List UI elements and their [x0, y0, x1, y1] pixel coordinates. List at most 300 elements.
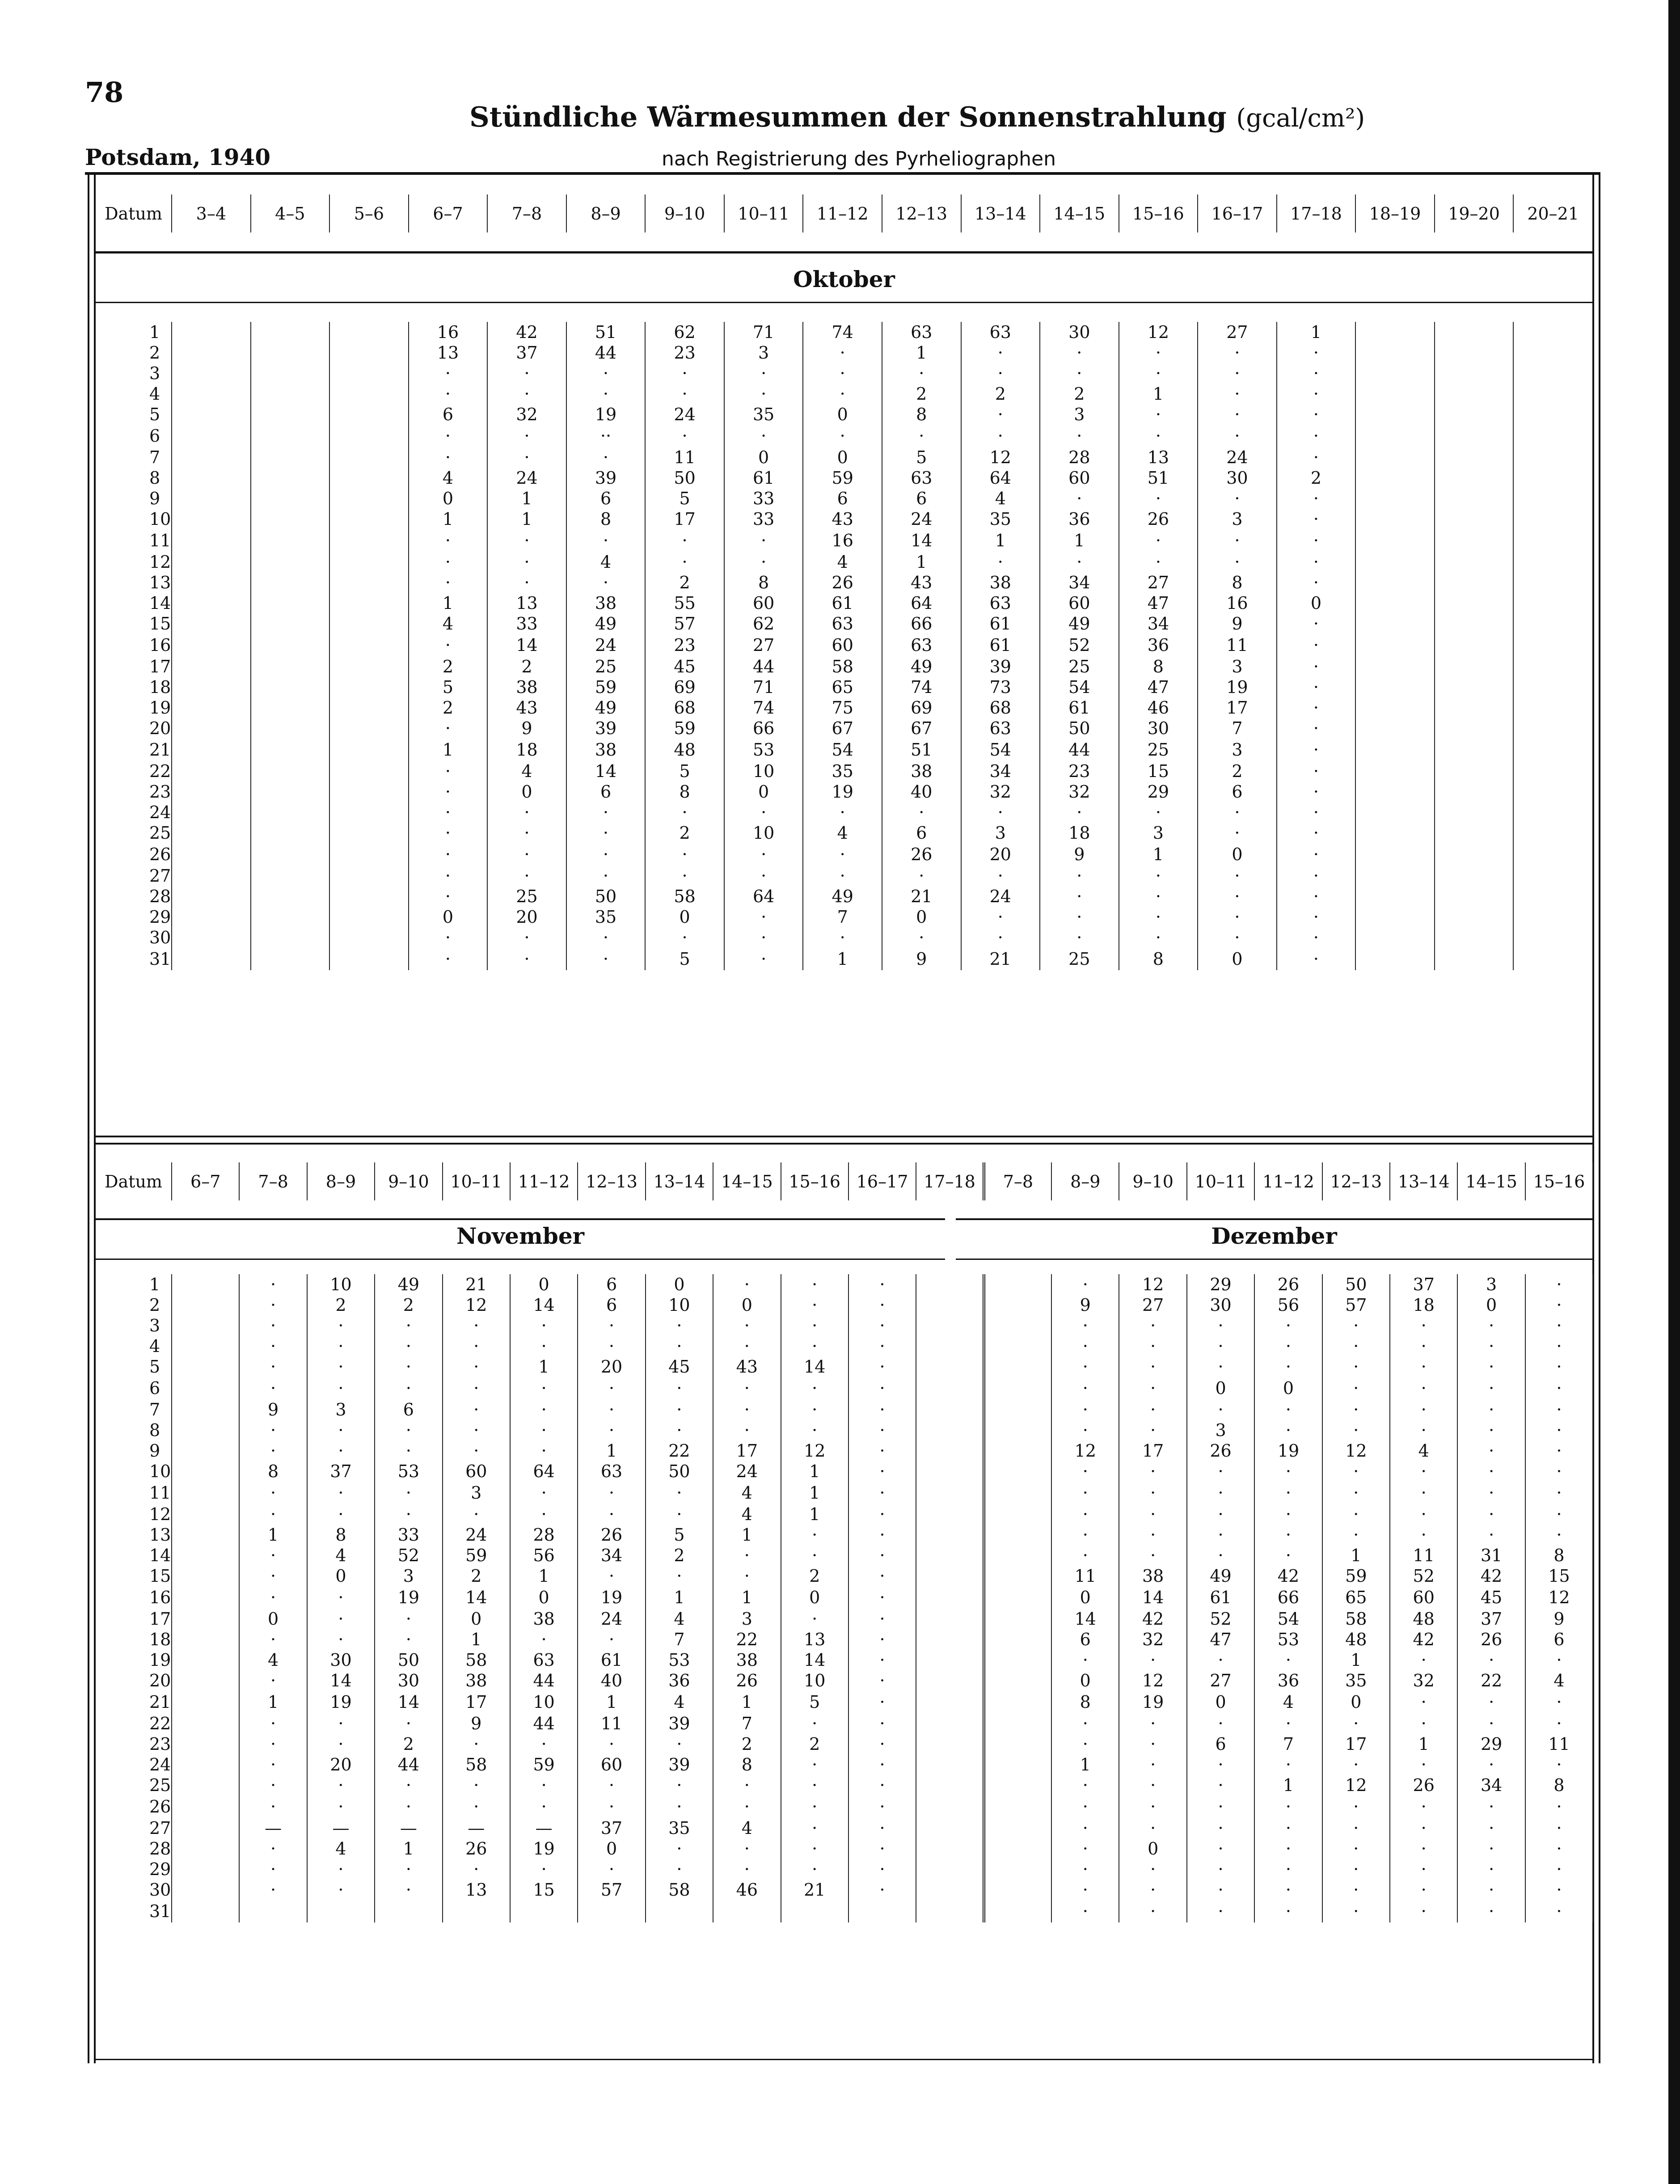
table-cell: 74 [803, 322, 882, 342]
table-cell: 2 [375, 1734, 442, 1754]
table-cell: 61 [961, 634, 1040, 656]
nov-month-label: November [456, 1223, 584, 1249]
oct-month-label: Oktober [793, 266, 895, 292]
nov_dec-header-datum: Datum [105, 1171, 162, 1191]
table-cell: 4 [566, 552, 646, 572]
table-cell: 12 [1119, 1670, 1186, 1691]
table-cell [329, 927, 409, 948]
table-cell: 0 [307, 1566, 375, 1586]
table-cell: 63 [510, 1650, 578, 1670]
table-cell: · [1457, 1356, 1525, 1377]
table-cell [646, 1900, 713, 1922]
table-cell: 10 [307, 1274, 375, 1295]
table-cell [1435, 593, 1514, 613]
oct-header-row [96, 194, 1592, 232]
table-cell: 35 [1322, 1670, 1390, 1691]
table-cell: · [375, 1315, 442, 1336]
table-cell: 51 [882, 739, 961, 761]
table-cell: 30 [1198, 468, 1277, 488]
table-cell: 8 [1525, 1545, 1593, 1566]
table-cell: · [848, 1336, 916, 1356]
table-cell: 1 [882, 342, 961, 363]
table-cell: 39 [566, 468, 646, 488]
table-cell [172, 823, 251, 843]
table-cell: · [1390, 1525, 1457, 1545]
row-date: 21 [149, 740, 171, 760]
table-cell: · [1277, 572, 1356, 593]
row-date: 16 [149, 635, 171, 655]
nov_dec-header-hour: 14–15 [1457, 1162, 1525, 1200]
table-cell: 63 [961, 322, 1040, 342]
table-cell: · [1525, 1900, 1593, 1922]
table-cell: 45 [645, 656, 724, 677]
table-cell: 38 [1119, 1566, 1186, 1586]
table-cell: · [645, 866, 724, 886]
nov_dec-header-hour: 15–16 [781, 1162, 848, 1200]
table-cell: 0 [882, 907, 961, 927]
table-cell [329, 322, 409, 342]
table-cell: 4 [713, 1818, 781, 1838]
row-date: 16 [149, 1588, 171, 1607]
table-cell: 9 [487, 718, 566, 739]
table-cell: · [1390, 1461, 1457, 1482]
table-cell: · [375, 1482, 442, 1504]
table-cell: 53 [1254, 1629, 1322, 1650]
row-date: 5 [149, 405, 160, 424]
table-cell: · [961, 404, 1040, 425]
table-cell: · [1040, 488, 1119, 509]
table-cell: 2 [1198, 761, 1277, 782]
table-cell: · [1187, 1795, 1254, 1818]
table-cell: · [409, 572, 488, 593]
table-cell: 3 [1198, 739, 1277, 761]
table-row [96, 697, 1592, 718]
table-cell: · [1040, 907, 1119, 927]
table-cell: 0 [443, 1609, 510, 1629]
oct-header-table [96, 194, 1592, 232]
table-cell: · [1040, 802, 1119, 823]
left-double-rule-1 [88, 172, 89, 2063]
table-cell [251, 656, 330, 677]
table-cell: · [1051, 1420, 1119, 1441]
table-cell: 26 [1187, 1441, 1254, 1461]
table-cell: 0 [409, 907, 488, 927]
table-cell: · [1390, 1315, 1457, 1336]
table-cell: · [1051, 1880, 1119, 1900]
table-cell: · [1390, 1713, 1457, 1734]
table-cell [172, 1399, 239, 1420]
table-cell: 39 [566, 718, 646, 739]
table-cell: · [1198, 384, 1277, 404]
table-cell: 39 [646, 1713, 713, 1734]
table-cell: 18 [1040, 823, 1119, 843]
table-cell: · [1277, 927, 1356, 948]
table-cell [251, 425, 330, 447]
table-cell: · [803, 363, 882, 384]
table-cell [1355, 718, 1435, 739]
table-cell: · [848, 1482, 916, 1504]
table-cell: 17 [713, 1441, 781, 1461]
table-cell [1435, 552, 1514, 572]
table-cell: 25 [1119, 739, 1198, 761]
table-cell [1513, 572, 1592, 593]
table-cell [984, 1586, 1051, 1609]
table-cell: 56 [1254, 1295, 1322, 1315]
table-cell: 60 [443, 1461, 510, 1482]
table-cell [172, 1691, 239, 1713]
table-cell: · [1390, 1900, 1457, 1922]
table-cell: · [713, 1838, 781, 1859]
table-cell: 25 [566, 656, 646, 677]
table-cell [1355, 593, 1435, 613]
table-cell: 4 [1390, 1441, 1457, 1461]
table-cell: · [375, 1880, 442, 1900]
table-cell: 26 [1119, 509, 1198, 529]
oct-data-table [96, 322, 1592, 970]
table-cell: 54 [1254, 1609, 1322, 1629]
table-cell [172, 1420, 239, 1441]
table-cell: 21 [781, 1880, 848, 1900]
table-cell [1513, 697, 1592, 718]
table-cell: · [848, 1525, 916, 1545]
row-date: 1 [149, 322, 160, 342]
table-cell: 49 [566, 697, 646, 718]
table-cell: · [1277, 843, 1356, 866]
table-cell: · [1254, 1461, 1322, 1482]
table-cell: · [848, 1838, 916, 1859]
table-cell: 4 [803, 552, 882, 572]
table-cell [172, 468, 251, 488]
table-cell: · [1254, 1713, 1322, 1734]
table-cell: 1 [443, 1629, 510, 1650]
table-cell [251, 529, 330, 552]
table-cell: 63 [882, 468, 961, 488]
table-cell [984, 1461, 1051, 1482]
table-cell: · [1390, 1880, 1457, 1900]
table-cell: 43 [803, 509, 882, 529]
table-cell: · [443, 1859, 510, 1880]
table-cell: · [724, 948, 803, 970]
table-cell: · [239, 1629, 307, 1650]
oct-header-hour: 3–4 [172, 194, 251, 232]
table-cell: · [578, 1775, 645, 1795]
table-cell: 42 [1457, 1566, 1525, 1586]
table-cell: · [566, 447, 646, 468]
table-cell: · [1277, 677, 1356, 697]
table-cell: · [1187, 1818, 1254, 1838]
table-cell: 0 [724, 782, 803, 802]
table-cell: 69 [882, 697, 961, 718]
table-cell: · [1051, 1274, 1119, 1295]
table-cell: · [510, 1399, 578, 1420]
table-cell: · [1051, 1734, 1119, 1754]
table-cell: · [239, 1859, 307, 1880]
table-cell: · [1051, 1377, 1119, 1399]
table-cell [251, 739, 330, 761]
table-cell [172, 1356, 239, 1377]
table-cell: 8 [239, 1461, 307, 1482]
table-cell [916, 1818, 984, 1838]
table-cell: 65 [803, 677, 882, 697]
table-cell: · [1119, 1734, 1186, 1754]
table-cell: 58 [1322, 1609, 1390, 1629]
table-cell: · [1277, 384, 1356, 404]
table-cell: · [307, 1336, 375, 1356]
table-cell [1435, 488, 1514, 509]
table-cell: 1 [1322, 1545, 1390, 1566]
table-cell: 35 [566, 907, 646, 927]
table-cell [172, 677, 251, 697]
table-cell: 47 [1187, 1629, 1254, 1650]
oct-header-hour: 18–19 [1355, 194, 1435, 232]
table-cell: · [1457, 1859, 1525, 1880]
table-cell: 37 [307, 1461, 375, 1482]
table-cell: 30 [307, 1650, 375, 1670]
table-cell: · [1187, 1482, 1254, 1504]
table-cell: 0 [1277, 593, 1356, 613]
table-cell: · [848, 1399, 916, 1420]
table-cell [1355, 866, 1435, 886]
table-cell: · [1525, 1795, 1593, 1818]
table-cell: 60 [724, 593, 803, 613]
table-cell: 4 [1254, 1691, 1322, 1713]
table-cell: 0 [645, 907, 724, 927]
table-cell: 9 [1198, 613, 1277, 634]
nov_dec-header-hour: 9–10 [1119, 1162, 1186, 1200]
table-cell: · [713, 1399, 781, 1420]
table-cell: 58 [803, 656, 882, 677]
table-cell: · [443, 1336, 510, 1356]
table-cell: · [578, 1859, 645, 1880]
table-cell [172, 1504, 239, 1525]
table-cell: 23 [1040, 761, 1119, 782]
table-cell: · [1390, 1399, 1457, 1420]
table-cell [1435, 907, 1514, 927]
table-cell [1513, 927, 1592, 948]
table-cell: 5 [781, 1691, 848, 1713]
table-cell: · [848, 1775, 916, 1795]
table-cell: 14 [781, 1650, 848, 1670]
table-cell [1435, 782, 1514, 802]
table-cell: · [781, 1420, 848, 1441]
table-cell: · [510, 1420, 578, 1441]
table-row [96, 1356, 1593, 1377]
table-cell: · [578, 1504, 645, 1525]
nov_dec-header-hour: 8–9 [307, 1162, 375, 1200]
table-cell: · [961, 425, 1040, 447]
table-cell: · [961, 363, 1040, 384]
table-cell: 63 [961, 718, 1040, 739]
table-cell: · [510, 1315, 578, 1336]
table-cell: · [1198, 823, 1277, 843]
table-cell: 63 [882, 634, 961, 656]
table-cell: 11 [578, 1713, 645, 1734]
table-cell: 27 [1198, 322, 1277, 342]
table-cell: · [1525, 1713, 1593, 1734]
table-cell: 19 [1119, 1691, 1186, 1713]
table-cell: 3 [375, 1566, 442, 1586]
table-cell: 29 [1119, 782, 1198, 802]
table-cell [1435, 718, 1514, 739]
table-row [96, 572, 1592, 593]
table-cell: · [578, 1420, 645, 1441]
table-cell [1513, 613, 1592, 634]
table-cell [329, 866, 409, 886]
table-cell: 14 [487, 634, 566, 656]
table-cell: · [1322, 1504, 1390, 1525]
table-cell [172, 447, 251, 468]
table-cell: · [1277, 634, 1356, 656]
table-cell: 49 [1040, 613, 1119, 634]
table-cell: · [1198, 866, 1277, 886]
table-cell: 0 [487, 782, 566, 802]
table-cell: · [307, 1315, 375, 1336]
table-cell: 12 [1051, 1441, 1119, 1461]
table-cell: · [1525, 1504, 1593, 1525]
table-cell [329, 342, 409, 363]
table-cell: 2 [781, 1734, 848, 1754]
table-cell: · [1525, 1859, 1593, 1880]
table-cell: 16 [803, 529, 882, 552]
table-cell: 36 [646, 1670, 713, 1691]
table-cell: 6 [1051, 1629, 1119, 1650]
table-cell [916, 1609, 984, 1629]
table-cell: · [1119, 1650, 1186, 1670]
table-cell [916, 1670, 984, 1691]
table-row [96, 677, 1592, 697]
table-cell: 1 [409, 509, 488, 529]
nov_dec-header-hour: 15–16 [1525, 1162, 1593, 1200]
table-cell: 0 [409, 488, 488, 509]
table-cell: · [375, 1713, 442, 1734]
table-cell: 8 [645, 782, 724, 802]
table-cell: · [724, 425, 803, 447]
table-cell: · [409, 927, 488, 948]
table-cell: 14 [375, 1691, 442, 1713]
row-date: 9 [149, 489, 160, 508]
table-cell: 38 [713, 1650, 781, 1670]
table-cell [1435, 613, 1514, 634]
oct-header-hour: 16–17 [1198, 194, 1277, 232]
row-date: 14 [149, 1546, 171, 1565]
table-cell [172, 1818, 239, 1838]
table-row [96, 1734, 1593, 1754]
row-date: 29 [149, 1859, 171, 1879]
table-cell: · [1277, 886, 1356, 907]
table-cell: · [781, 1818, 848, 1838]
table-cell: · [1322, 1315, 1390, 1336]
table-cell [251, 552, 330, 572]
table-cell: 0 [724, 447, 803, 468]
row-date: 23 [149, 1734, 171, 1754]
table-cell: 1 [1040, 529, 1119, 552]
table-cell: · [646, 1838, 713, 1859]
table-cell: 0 [803, 447, 882, 468]
table-cell: 2 [1040, 384, 1119, 404]
table-cell: · [1457, 1818, 1525, 1838]
table-cell: · [803, 802, 882, 823]
nov_dec-header-hour: 12–13 [578, 1162, 645, 1200]
row-date: 19 [149, 698, 171, 718]
nov_dec-header-hour: 12–13 [1322, 1162, 1390, 1200]
table-cell [172, 697, 251, 718]
table-cell: 64 [510, 1461, 578, 1482]
table-cell: · [239, 1566, 307, 1586]
table-cell [1355, 886, 1435, 907]
table-cell: · [1198, 404, 1277, 425]
table-cell [172, 1441, 239, 1461]
table-cell [984, 1441, 1051, 1461]
table-cell [916, 1650, 984, 1670]
table-cell: · [724, 363, 803, 384]
table-cell: 8 [566, 509, 646, 529]
table-cell [329, 529, 409, 552]
table-cell: · [1119, 425, 1198, 447]
bottom-rule [96, 2059, 1592, 2060]
table-cell [172, 1336, 239, 1356]
table-cell: · [239, 1336, 307, 1356]
table-cell: 23 [645, 342, 724, 363]
table-cell: · [443, 1399, 510, 1420]
table-cell: · [1187, 1775, 1254, 1795]
table-cell: 66 [724, 718, 803, 739]
table-cell: · [375, 1775, 442, 1795]
table-cell: · [1119, 363, 1198, 384]
table-cell: · [1254, 1795, 1322, 1818]
table-cell: 18 [1390, 1295, 1457, 1315]
table-cell [1435, 572, 1514, 593]
table-cell: 34 [578, 1545, 645, 1566]
table-cell: 31 [1457, 1545, 1525, 1566]
table-cell: 17 [1198, 697, 1277, 718]
table-cell: 11 [645, 447, 724, 468]
table-cell [1513, 425, 1592, 447]
table-cell: · [1277, 342, 1356, 363]
table-cell: · [646, 1377, 713, 1399]
oct-header-datum: Datum [105, 203, 162, 224]
table-cell: 30 [1040, 322, 1119, 342]
table-cell: · [1119, 907, 1198, 927]
table-cell [329, 656, 409, 677]
table-cell: · [578, 1795, 645, 1818]
table-cell: · [1254, 1482, 1322, 1504]
table-cell [984, 1838, 1051, 1859]
table-row [96, 782, 1592, 802]
table-cell: · [1198, 529, 1277, 552]
table-cell: · [409, 552, 488, 572]
table-row [96, 927, 1592, 948]
table-cell: · [1119, 1795, 1186, 1818]
table-cell: 54 [803, 739, 882, 761]
table-cell [329, 948, 409, 970]
table-cell: · [1390, 1377, 1457, 1399]
table-cell: 7 [803, 907, 882, 927]
table-cell: 48 [645, 739, 724, 761]
location-year: Potsdam, 1940 [85, 144, 271, 170]
table-cell: 63 [882, 322, 961, 342]
table-cell: · [443, 1377, 510, 1399]
table-cell [984, 1775, 1051, 1795]
table-cell: · [239, 1880, 307, 1900]
table-cell: · [1187, 1859, 1254, 1880]
table-cell [251, 718, 330, 739]
row-date: 18 [149, 1630, 171, 1649]
table-cell: 8 [724, 572, 803, 593]
table-cell: · [961, 907, 1040, 927]
table-cell: · [1457, 1441, 1525, 1461]
table-cell: · [713, 1315, 781, 1336]
table-cell [172, 384, 251, 404]
